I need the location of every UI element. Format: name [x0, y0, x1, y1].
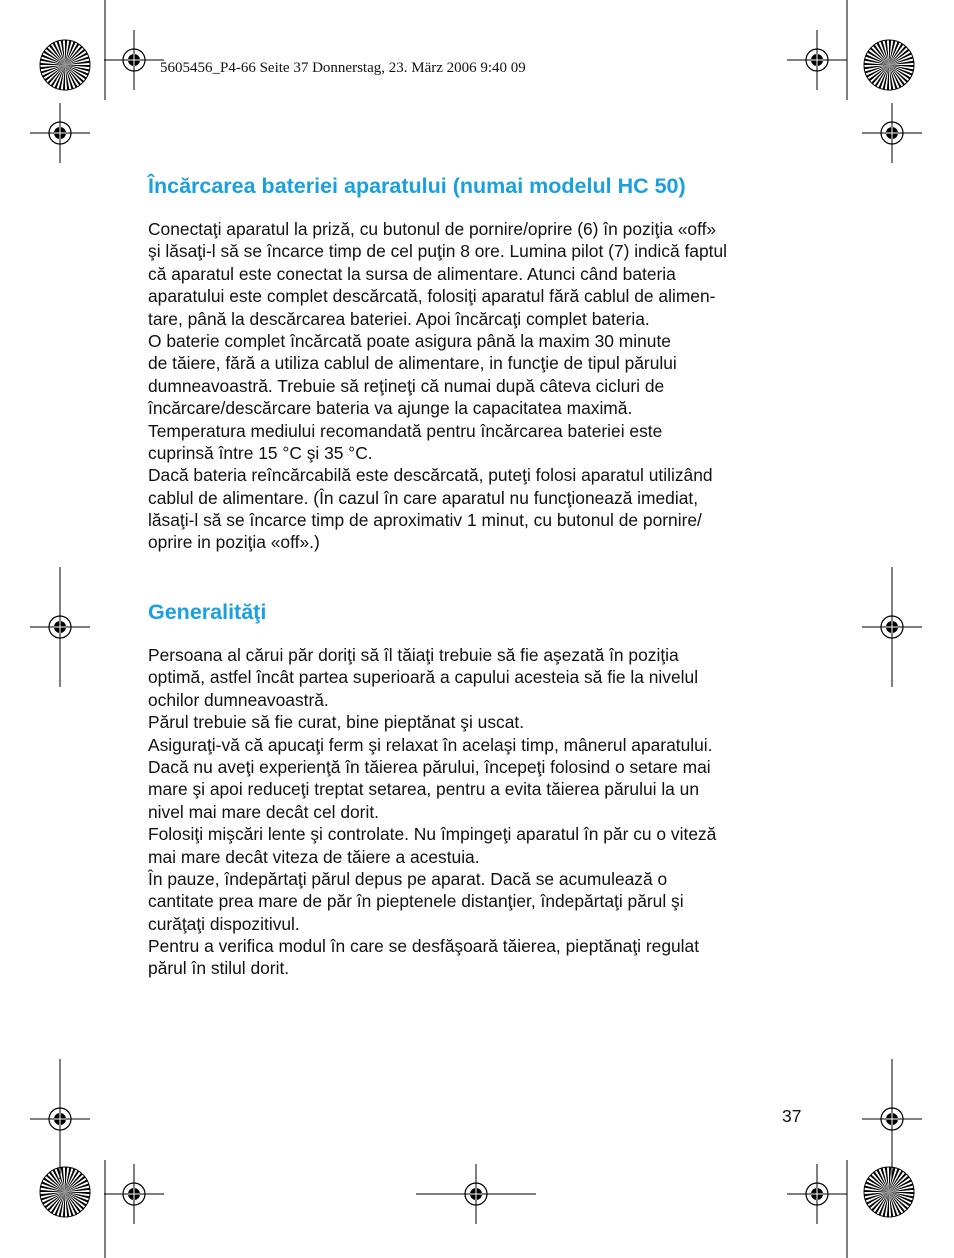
- starburst-mark-icon: [40, 40, 90, 90]
- page-number: 37: [782, 1106, 802, 1126]
- registration-mark-icon: [30, 567, 90, 687]
- text-line: Temperatura mediului recomandată pentru încărcarea bateriei este: [148, 420, 663, 441]
- registration-mark-icon: [862, 1059, 922, 1179]
- starburst-mark-icon: [864, 1167, 914, 1217]
- text-line: Folosiţi mişcări lente şi controlate. Nu împingeţi aparatul în păr cu o viteză: [148, 824, 717, 845]
- starburst-mark-icon: [40, 1167, 90, 1217]
- text-line: de tăiere, fără a utiliza cablul de alimentare, in funcţie de tipul părului: [148, 353, 677, 374]
- text-line: mai mare decât viteza de tăiere a acestuia.: [148, 846, 480, 867]
- text-line: Conectaţi aparatul la priză, cu butonul de pornire/oprire (6) în poziţia «off»: [148, 219, 717, 239]
- text-line: Pentru a verifica modul în care se desfăşoară tăierea, pieptănaţi regulat: [148, 936, 700, 957]
- text-line: lăsaţi-l să se încarce timp de aproximativ 1 minut, cu butonul de pornire/: [148, 510, 702, 531]
- text-line: Dacă bateria reîncărcabilă este descărcată, puteţi folosi aparatul utilizând: [148, 465, 713, 486]
- starburst-mark-icon: [864, 40, 914, 90]
- registration-mark-icon: [787, 30, 847, 90]
- text-line: Părul trebuie să fie curat, bine pieptănat şi uscat.: [148, 712, 525, 733]
- text-line: încărcare/descărcare bateria va ajunge la capacitatea maximă.: [148, 398, 633, 419]
- section-body-general: [148, 644, 828, 980]
- text-line: nivel mai mare decât cel dorit.: [148, 801, 380, 822]
- text-line: dumneavoastră. Trebuie să reţineţi că numai după câteva cicluri de: [148, 375, 665, 396]
- print-imprint: 5605456_P4-66 Seite 37 Donnerstag, 23. März 2006 9:40 09: [160, 60, 526, 76]
- text-line: tare, până la descărcarea bateriei. Apoi încărcaţi complet bateria.: [148, 308, 650, 329]
- text-line: mare şi apoi reduceţi treptat setarea, pentru a evita tăierea părului la un: [148, 779, 700, 800]
- registration-mark-icon: [787, 1164, 847, 1224]
- text-line: oprire in poziţia «off».): [148, 532, 320, 553]
- text-line: şi lăsaţi-l să se încarce timp de cel puţin 8 ore. Lumina pilot (7) indică faptul: [148, 241, 728, 262]
- text-line: aparatului este complet descărcată, folosiţi aparatul fără cablul de alimen-: [148, 286, 716, 307]
- section-heading-charging: Încărcarea bateriei aparatului (numai modelul HC 50): [148, 174, 686, 198]
- text-line: ochilor dumneavoastră.: [148, 689, 329, 710]
- section-heading-general: Generalităţi: [148, 600, 267, 624]
- text-line: părul în stilul dorit.: [148, 958, 290, 979]
- text-line: cablul de alimentare. (În cazul în care aparatul nu funcţionează imediat,: [148, 487, 699, 508]
- text-line: Dacă nu aveţi experienţă în tăierea părului, începeţi folosind o setare mai: [148, 756, 711, 777]
- registration-mark-icon: [862, 567, 922, 687]
- text-line: optimă, astfel încât partea superioară a capului acesteia să fie la nivelul: [148, 667, 699, 688]
- text-line: Persoana al cărui păr doriţi să îl tăiaţi trebuie să fie aşezată în poziţia: [148, 645, 679, 665]
- text-line: cantitate prea mare de păr în pieptenele distanţier, îndepărtaţi părul şi: [148, 891, 684, 912]
- text-line: Asiguraţi-vă că apucaţi ferm şi relaxat în acelaşi timp, mânerul aparatului.: [148, 734, 713, 755]
- text-line: O baterie complet încărcată poate asigura până la maxim 30 minute: [148, 330, 671, 351]
- registration-mark-icon: [30, 1059, 90, 1179]
- registration-mark-icon: [104, 30, 164, 90]
- text-line: că aparatul este conectat la sursa de alimentare. Atunci când bateria: [148, 263, 676, 284]
- registration-mark-icon: [862, 103, 922, 163]
- registration-mark-icon: [30, 103, 90, 163]
- registration-mark-icon: [416, 1164, 536, 1224]
- text-line: curăţaţi dispozitivul.: [148, 913, 300, 934]
- text-line: În pauze, îndepărtaţi părul depus pe aparat. Dacă se acumulează o: [148, 868, 668, 889]
- section-body-charging: [148, 218, 828, 554]
- registration-mark-icon: [104, 1164, 164, 1224]
- text-line: cuprinsă între 15 °C şi 35 °C.: [148, 442, 373, 463]
